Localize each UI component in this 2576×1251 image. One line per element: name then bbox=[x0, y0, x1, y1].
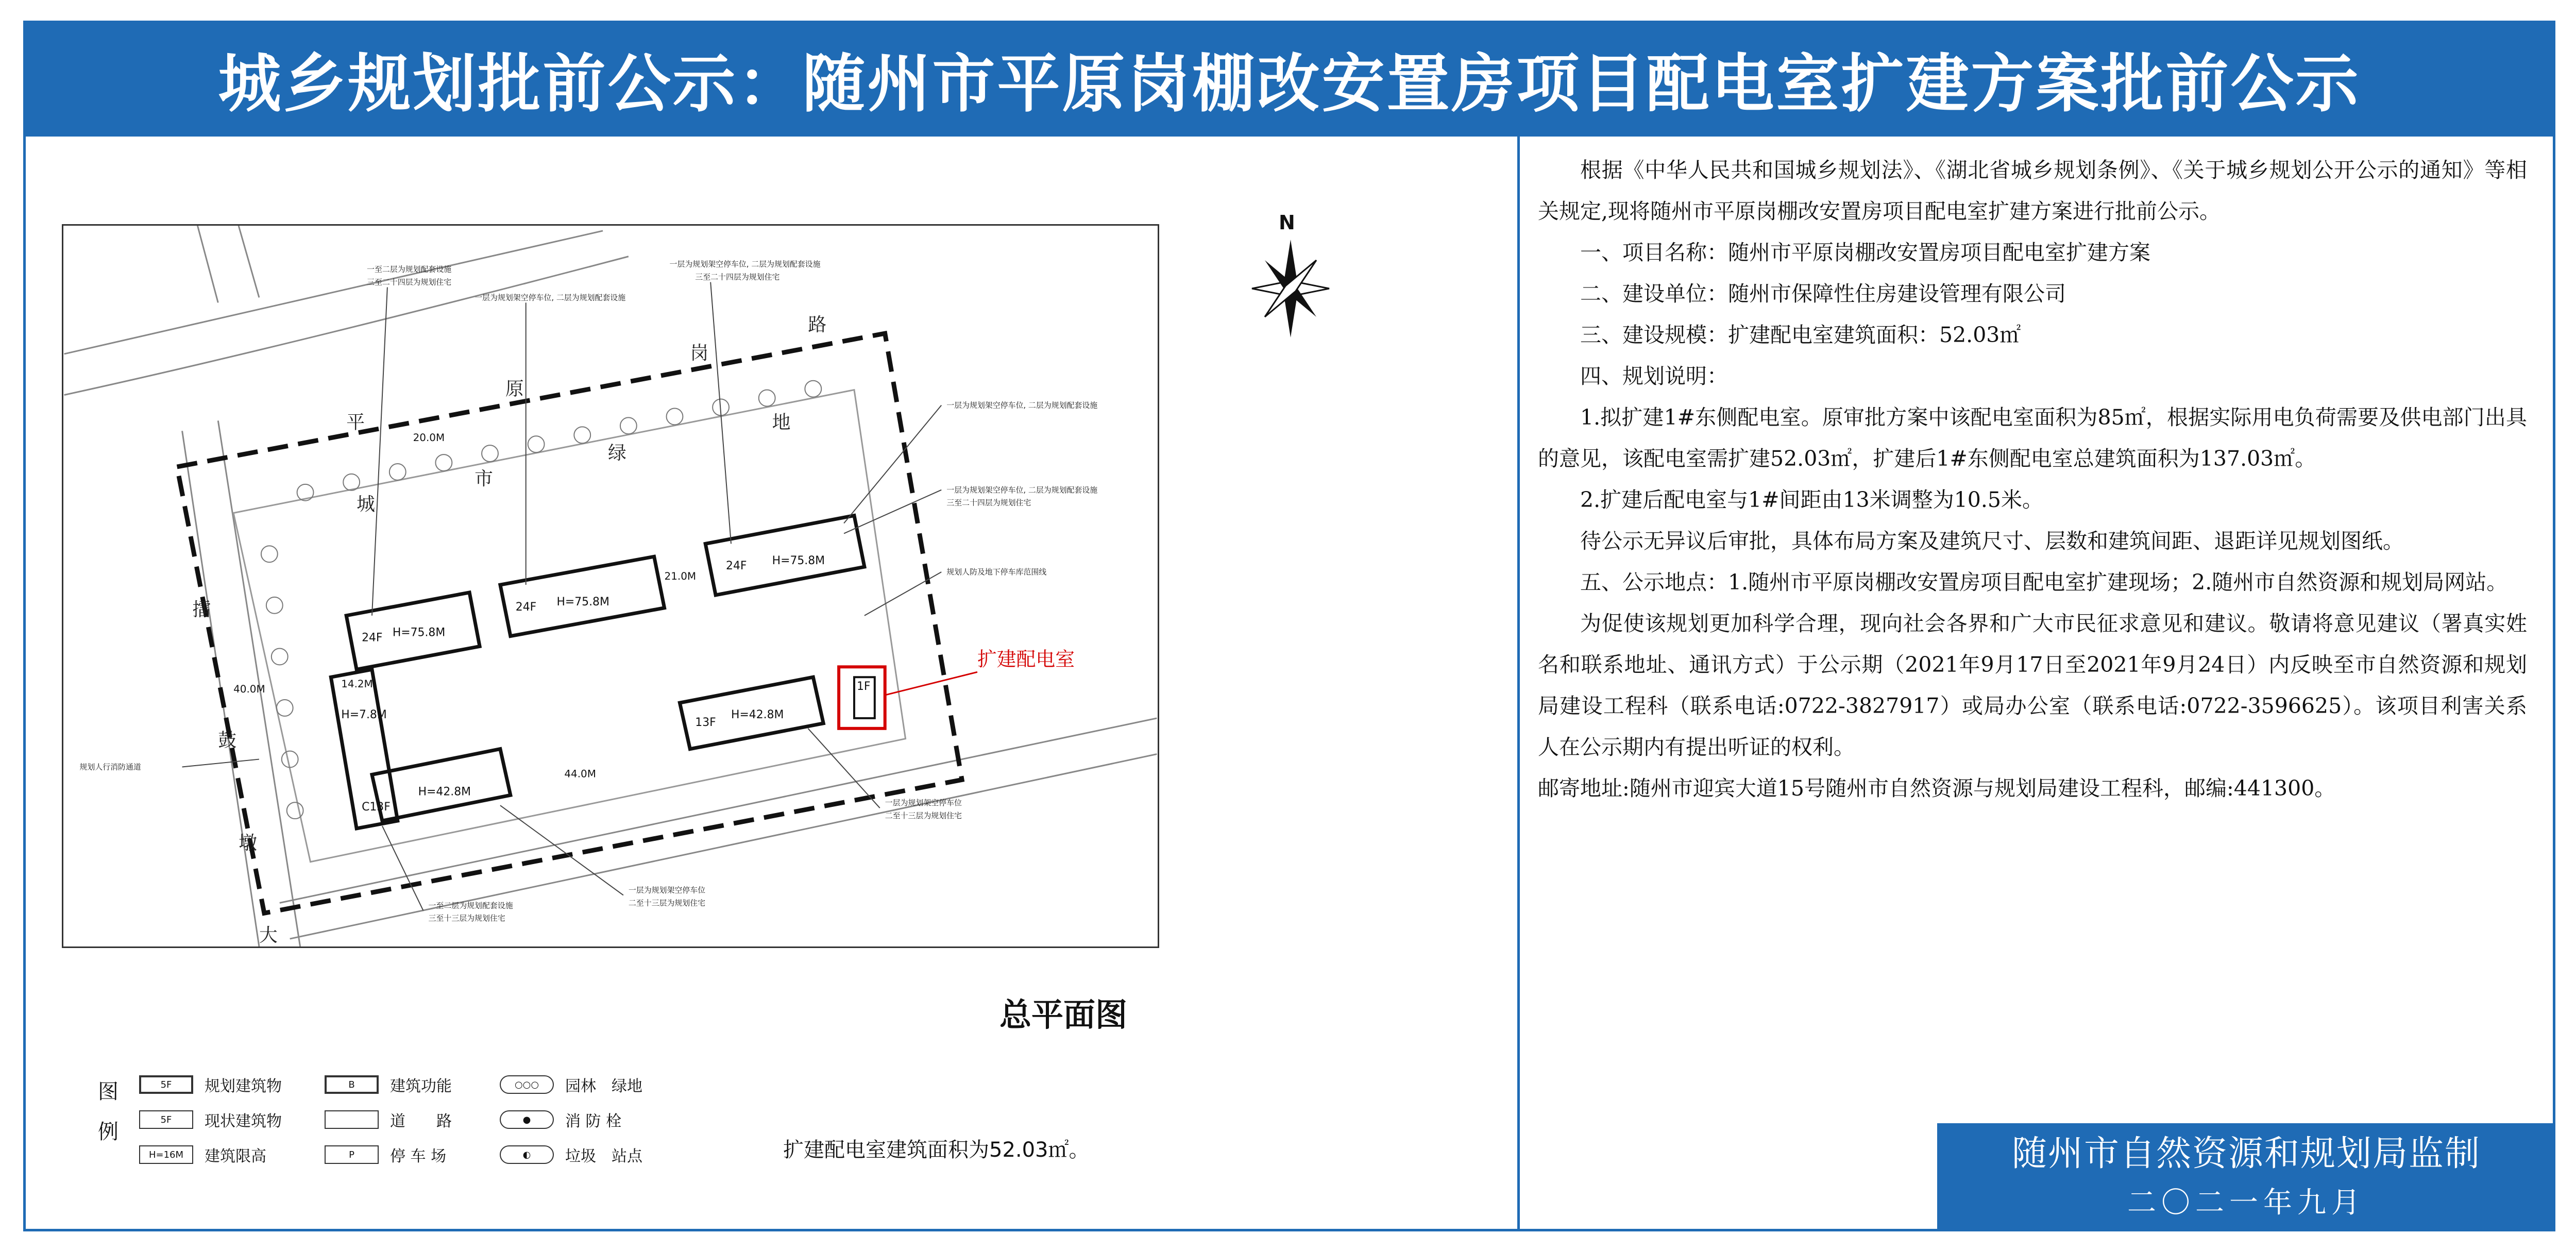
notice-paragraph: 四、规划说明： bbox=[1580, 364, 1728, 388]
legend-item: 5F 规划建筑物 bbox=[139, 1072, 282, 1097]
svg-text:绿: 绿 bbox=[608, 443, 626, 464]
svg-text:路: 路 bbox=[808, 314, 827, 336]
svg-text:H=75.8M: H=75.8M bbox=[392, 626, 446, 639]
legend bbox=[98, 1072, 665, 1175]
svg-text:一至二层为规划配套设施: 一至二层为规划配套设施 bbox=[428, 901, 513, 910]
svg-text:H=42.8M: H=42.8M bbox=[418, 785, 471, 799]
legend-item: 道 路 bbox=[325, 1107, 452, 1132]
road-symbol-icon bbox=[325, 1110, 379, 1129]
svg-text:H=42.8M: H=42.8M bbox=[731, 708, 784, 721]
svg-text:一层为规划架空停车位: 一层为规划架空停车位 bbox=[885, 798, 962, 808]
svg-text:1F: 1F bbox=[856, 680, 871, 694]
svg-text:城: 城 bbox=[357, 494, 375, 515]
notice-paragraph: 三、建设规模：扩建配电室建筑面积：52.03㎡ bbox=[1580, 323, 2021, 347]
svg-text:岗: 岗 bbox=[690, 342, 709, 364]
garbage-station-icon: ◐ bbox=[500, 1145, 554, 1164]
svg-text:13F: 13F bbox=[695, 716, 716, 729]
notice-paragraph: 为促使该规划更加科学合理，现向社会各界和广大市民征求意见和建议。敬请将意见建议（署真实姓名和联系地址、通讯方式）于公示期（2021年9月17日至2021年9月24日）内反映至市自然资源和规划局建设工程科（联系电话:0722-3827917）或局办公室（联系电话:0722-3596625）。该项目利害关系人在公示期内有提出听证的权利。 bbox=[1538, 611, 2527, 759]
svg-text:一至二层为规划配套设施: 一至二层为规划配套设施 bbox=[367, 264, 452, 274]
svg-text:H=7.8M: H=7.8M bbox=[341, 708, 387, 721]
svg-text:40.0M: 40.0M bbox=[233, 683, 265, 696]
notice-address: 邮寄地址:随州市迎宾大道15号随州市自然资源与规划局建设工程科，邮编:441300。 bbox=[1538, 776, 2336, 801]
svg-text:C13F: C13F bbox=[362, 801, 391, 814]
area-note: 扩建配电室建筑面积为52.03㎡。 bbox=[783, 1138, 1090, 1162]
svg-text:鼓: 鼓 bbox=[218, 730, 237, 751]
notice-text bbox=[1538, 149, 2527, 809]
svg-text:三至十三层为规划住宅: 三至十三层为规划住宅 bbox=[428, 914, 505, 923]
issuer-block bbox=[1937, 1123, 2555, 1231]
legend-item: B 建筑功能 bbox=[325, 1072, 452, 1097]
svg-text:一层为规划架空停车位, 二层为规划配套设施: 一层为规划架空停车位, 二层为规划配套设施 bbox=[946, 485, 1098, 495]
notice-paragraph: 2.扩建后配电室与1#间距由13米调整为10.5米。 bbox=[1580, 487, 2044, 512]
svg-text:24F: 24F bbox=[515, 600, 537, 614]
legend-item: ○○○ 园林 绿地 bbox=[500, 1072, 642, 1097]
north-label: N bbox=[1279, 211, 1295, 234]
legend-item: 5F 现状建筑物 bbox=[139, 1107, 282, 1132]
svg-text:21.0M: 21.0M bbox=[664, 570, 697, 583]
site-plan-drawing bbox=[63, 226, 1158, 946]
svg-text:擂: 擂 bbox=[192, 599, 211, 620]
power-room-highlight bbox=[839, 667, 885, 728]
page-title: 城乡规划批前公示：随州市平原岗棚改安置房项目配电室扩建方案批前公示 bbox=[23, 21, 2555, 137]
svg-text:大: 大 bbox=[259, 925, 278, 946]
legend-item: ● 消 防 栓 bbox=[500, 1107, 621, 1132]
legend-item: P 停 车 场 bbox=[325, 1142, 446, 1168]
svg-text:二至十三层为规划住宅: 二至十三层为规划住宅 bbox=[885, 811, 962, 821]
notice-paragraph: 待公示无异议后审批，具体布局方案及建筑尺寸、层数和建筑间距、退距详见规划图纸。 bbox=[1580, 529, 2404, 553]
site-plan bbox=[62, 224, 1159, 948]
notice-paragraph: 1.拟扩建1#东侧配电室。原审批方案中该配电室面积为85㎡，根据实际用电负荷需要及供电部门出具的意见，该配电室需扩建52.03㎡，扩建后1#东侧配电室总建筑面积为137.03㎡。 bbox=[1538, 405, 2527, 471]
panel-divider bbox=[1517, 137, 1520, 1231]
north-arrow-icon bbox=[1247, 211, 1334, 356]
fire-hydrant-icon: ● bbox=[500, 1110, 554, 1129]
svg-text:二至十三层为规划住宅: 二至十三层为规划住宅 bbox=[628, 898, 706, 908]
legend-item: ◐ 垃圾 站点 bbox=[500, 1142, 642, 1168]
svg-text:规划人防及地下停车库范围线: 规划人防及地下停车库范围线 bbox=[946, 567, 1047, 577]
svg-text:墩: 墩 bbox=[239, 832, 257, 854]
svg-text:原: 原 bbox=[505, 378, 524, 400]
svg-text:地: 地 bbox=[772, 412, 791, 433]
svg-text:H=75.8M: H=75.8M bbox=[556, 595, 609, 608]
svg-text:14.2M: 14.2M bbox=[341, 678, 373, 690]
svg-text:市: 市 bbox=[474, 468, 493, 489]
svg-text:平: 平 bbox=[346, 412, 365, 433]
svg-text:三至二十四层为规划住宅: 三至二十四层为规划住宅 bbox=[367, 277, 452, 287]
notice-paragraph: 二、建设单位：随州市保障性住房建设管理有限公司 bbox=[1580, 281, 2066, 306]
notice-paragraph: 一、项目名称：随州市平原岗棚改安置房项目配电室扩建方案 bbox=[1580, 240, 2150, 265]
svg-text:44.0M: 44.0M bbox=[564, 768, 596, 780]
svg-text:一层为规划架空停车位, 二层为规划配套设施: 一层为规划架空停车位, 二层为规划配套设施 bbox=[946, 400, 1098, 410]
svg-text:三至二十四层为规划住宅: 三至二十四层为规划住宅 bbox=[695, 272, 780, 282]
legend-item: H=16M 建筑限高 bbox=[139, 1142, 266, 1168]
svg-text:24F: 24F bbox=[726, 560, 747, 573]
svg-text:三至二十四层为规划住宅: 三至二十四层为规划住宅 bbox=[946, 498, 1031, 508]
svg-text:规划人行消防通道: 规划人行消防通道 bbox=[79, 762, 141, 772]
svg-text:一层为规划架空停车位: 一层为规划架空停车位 bbox=[628, 885, 706, 895]
plan-caption: 总平面图 bbox=[999, 996, 1128, 1034]
svg-text:20.0M: 20.0M bbox=[413, 432, 445, 444]
svg-text:24F: 24F bbox=[362, 631, 383, 645]
svg-text:一层为规划架空停车位, 二层为规划配套设施: 一层为规划架空停车位, 二层为规划配套设施 bbox=[669, 259, 821, 269]
power-room-label: 扩建配电室 bbox=[977, 648, 1075, 671]
green-space-icon: ○○○ bbox=[500, 1075, 554, 1094]
issue-date: 二〇二一年九月 bbox=[2127, 1186, 2365, 1220]
notice-paragraph: 根据《中华人民共和国城乡规划法》、《湖北省城乡规划条例》、《关于城乡规划公开公示的通知》等相关规定,现将随州市平原岗棚改安置房项目配电室扩建方案进行批前公示。 bbox=[1538, 158, 2527, 224]
legend-heading: 图 例 bbox=[98, 1080, 118, 1144]
notice-paragraph: 五、公示地点：1.随州市平原岗棚改安置房项目配电室扩建现场；2.随州市自然资源和规划局网站。 bbox=[1580, 570, 2508, 595]
svg-text:一层为规划架空停车位, 二层为规划配套设施: 一层为规划架空停车位, 二层为规划配套设施 bbox=[474, 293, 626, 302]
issuer-name: 随州市自然资源和规划局监制 bbox=[2011, 1134, 2481, 1174]
svg-text:H=75.8M: H=75.8M bbox=[772, 554, 825, 568]
